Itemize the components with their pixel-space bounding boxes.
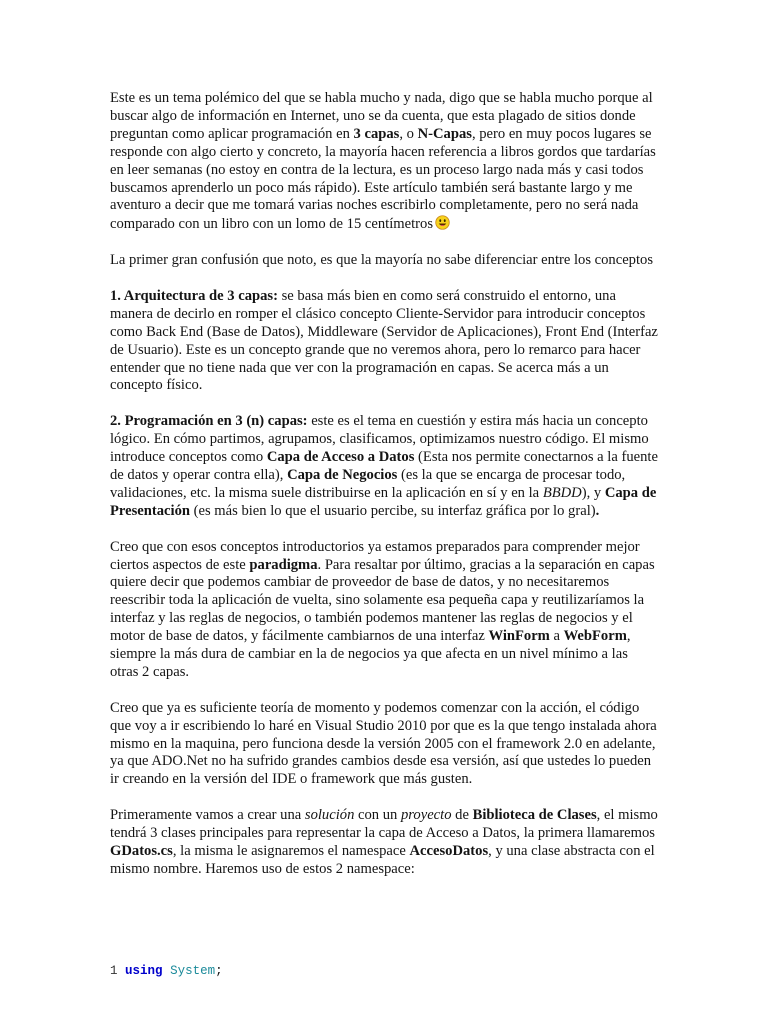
article-body <box>110 90 658 897</box>
italic-text: proyecto <box>401 807 452 824</box>
bold-text: 3 capas <box>353 125 400 142</box>
bold-text: N-Capas <box>417 125 472 142</box>
text: ), y <box>581 484 605 501</box>
text: con un <box>354 807 401 824</box>
text: , pero en muy pocos lugares se responde con algo cierto y concreto, la mayoría hacen referencia a libros gordos que tardarías en leer semanas (no estoy en contra de la lectura, es un proceso largo nada más y casi todos buscamos aprenderlo un poco más rápido). Este artículo también será bastante largo y me aventuro a decir que me tomará varias noches escribirlo completamente, pero no será nada comparado con un libro con un lomo de 15 centímetros <box>110 125 656 233</box>
text: . Para resaltar por último, gracias a la separación en capas quiere decir que podemos cambiar de proveedor de base de datos, y no necesitaremos reescribir toda la aplicación de vuelta, sino solamente esa pequeña capa y reutilizaríamos la interfaz y las reglas de negocios, o también podemos mantener las reglas de negocios y el motor de base de datos, y fácilmente cambiarnos de una interfaz <box>110 556 655 645</box>
paragraph-confusion <box>110 252 658 270</box>
paragraph-paradigm <box>110 539 658 682</box>
bold-heading: 1. Arquitectura de 3 capas: <box>110 287 278 304</box>
bold-heading: 2. Programación en 3 (n) capas: <box>110 413 308 430</box>
text: , o <box>399 125 418 142</box>
text: Primeramente vamos a crear una <box>110 807 305 824</box>
bold-text: Capa de Negocios <box>287 466 398 483</box>
text: , la misma le asignaremos el namespace <box>172 842 410 859</box>
bold-text: Capa de Acceso a Datos <box>266 449 415 466</box>
text: , y una clase abstracta con el mismo nombre. Haremos uso de estos 2 namespace: <box>110 842 655 877</box>
code-punctuation: ; <box>215 964 223 978</box>
paragraph-intro <box>110 90 658 234</box>
text: este es el tema en cuestión y estira más hacia un concepto lógico. En cómo partimos, agrupamos, clasificamos, optimizamos nuestro código. El mismo introduce conceptos como <box>110 413 649 466</box>
paragraph-solution <box>110 807 658 879</box>
text: , siempre la más dura de cambiar en la de negocios ya que afecta en un nivel mínimo a las otras 2 capas. <box>110 628 631 680</box>
smiley-emoji-icon <box>435 215 450 230</box>
bold-text: paradigma <box>249 556 318 573</box>
text: , el mismo tendrá 3 clases principales para representar la capa de Acceso a Datos, la primera llamaremos <box>110 807 658 842</box>
paragraph-programming <box>110 413 658 520</box>
bold-text: WebForm <box>563 628 627 645</box>
code-line-number: 1 <box>110 964 118 978</box>
bold-text: Capa de Presentación <box>110 484 657 519</box>
bold-text: GDatos.cs <box>110 842 173 859</box>
bold-text: Biblioteca de Clases <box>472 807 597 824</box>
bold-text: . <box>595 502 600 519</box>
text: se basa más bien en como será construido el entorno, una manera de decirlo en romper el clásico concepto Cliente-Servidor para introducir conceptos como Back End (Base de Datos), Middleware (Servidor de Aplicaciones), Front End (Interfaz de Usuario). Este es un concepto grande que no veremos ahora, pero lo remarco para hacer entender que no tiene nada que ver con la programación en capas. Se acerca más a un concepto físico. <box>110 287 658 394</box>
code-identifier: System <box>170 964 216 978</box>
text: Este es un tema polémico del que se habla mucho y nada, digo que se habla mucho porque al buscar algo de información en Internet, uno se da cuenta, que esta plagado de sitios donde preguntan como aplicar programación en <box>110 90 653 142</box>
text: La primer gran confusión que noto, es que la mayoría no sabe diferenciar entre los conceptos <box>110 252 654 269</box>
italic-text: solución <box>304 807 355 824</box>
bold-text: WinForm <box>488 628 550 645</box>
bold-text: AccesoDatos <box>409 842 489 859</box>
text: de <box>451 807 473 824</box>
text: a <box>549 628 564 645</box>
text: Creo que con esos conceptos introductorios ya estamos preparados para comprender mejor ciertos aspectos de este <box>110 538 640 573</box>
text: (es más bien lo que el usuario percibe, su interfaz gráfica por lo gral) <box>189 502 596 519</box>
code-snippet <box>110 963 223 979</box>
paragraph-visual-studio <box>110 700 658 790</box>
text: (Esta nos permite conectarnos a la fuente de datos y operar contra ella), <box>110 449 658 483</box>
text: Creo que ya es suficiente teoría de momento y podemos comenzar con la acción, el código que voy a ir escribiendo lo haré en Visual Studio 2010 por que es la que tengo instalada ahora mismo en la maquina, pero funciona desde la versión 2005 con el framework 2.0 en adelante, ya que ADO.Net no ha sufrido grandes cambios desde esa versión, así que ustedes lo pueden ir creando en la versión del IDE o framework que más gusten. <box>110 699 657 788</box>
text: (es la que se encarga de procesar todo, validaciones, etc. la misma suele distribuirse en la aplicación en sí y en la <box>110 466 626 501</box>
code-keyword: using <box>125 964 163 978</box>
italic-text: BBDD <box>542 484 582 501</box>
paragraph-architecture <box>110 288 658 395</box>
